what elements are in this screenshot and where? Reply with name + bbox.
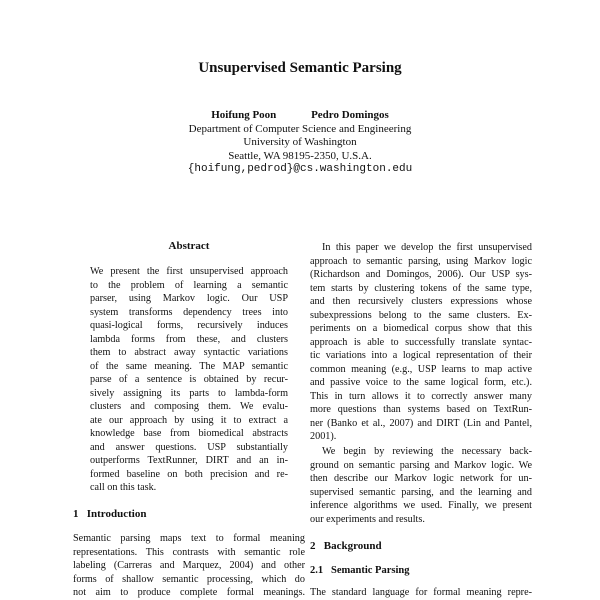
body-line: forms of shallow semantic processing, which do — [73, 573, 305, 585]
body-line: ground on semantic parsing and Markov logic. We — [310, 459, 532, 471]
abstract-line: to the problem of learning a semantic — [90, 279, 288, 291]
body-line: inference algorithms we used. Finally, we present — [310, 500, 532, 511]
intro-paragraph-2 — [310, 241, 532, 444]
body-line: tic variations into a logical representation of their — [310, 350, 532, 361]
body-line: In this paper we develop the first unsupervised — [322, 242, 532, 253]
body-line: (Richardson and Domingos, 2006). Our USP sys- — [310, 269, 532, 280]
abstract-line: clusters and composing them. We evalu- — [90, 401, 288, 412]
author-name: Hoifung Poon — [211, 109, 277, 121]
body-line: tem starts by clustering tokens of the same type, — [310, 282, 532, 294]
paper-title: Unsupervised Semantic Parsing — [198, 60, 402, 76]
body-line: more questions than systems based on TextRun- — [310, 404, 532, 415]
abstract-heading: Abstract — [168, 240, 210, 252]
semantic-parsing-text — [310, 586, 532, 600]
body-line: ner (Banko et al., 2007) and DIRT (Lin and Pantel, — [310, 417, 532, 429]
body-line: The standard language for formal meaning repre- — [310, 587, 532, 598]
subsection-heading-semantic-parsing: 2.1 Semantic Parsing — [310, 565, 410, 576]
abstract-line: outperforms TextRunner, DIRT and an in- — [90, 455, 288, 466]
abstract-line: lambda forms from these, and clusters — [90, 333, 288, 345]
abstract-line: parse of a sentence is obtained by recur- — [90, 374, 288, 385]
abstract-line: ate our approach by using it to extract a — [90, 414, 288, 426]
abstract-line: system transforms dependency trees into — [90, 306, 288, 318]
affiliation-line: University of Washington — [243, 136, 357, 148]
body-line: periments on a biomedical corpus show that this — [310, 323, 532, 334]
body-line: not aim to produce complete formal meanings. — [73, 587, 305, 598]
body-line: supervised semantic parsing, and the learning and — [310, 486, 532, 498]
body-line: We begin by reviewing the necessary back- — [322, 446, 532, 457]
body-line: common meaning (e.g., USP learns to map active — [310, 363, 532, 375]
body-line: 2001). — [310, 431, 337, 442]
body-line: our experiments and results. — [310, 513, 425, 525]
section-heading-background: 2 Background — [310, 540, 382, 552]
body-line: This in turn allows it to correctly answer many — [310, 390, 532, 402]
author-block — [0, 109, 600, 177]
body-line: labeling (Carreras and Marquez, 2004) and other — [73, 560, 305, 571]
body-line: then describe our Markov logic network for un- — [310, 473, 532, 484]
abstract-line: formed baseline on both precision and re- — [90, 468, 288, 480]
body-line: approach is able to successfully translate syntac- — [310, 336, 532, 348]
abstract-line: We present the first unsupervised approach — [90, 266, 288, 277]
abstract-line: them to abstract away syntactic variations — [90, 347, 288, 358]
abstract-line: call on this task. — [90, 482, 157, 493]
body-line: and passive voice to the same logical form, etc.). — [310, 377, 532, 388]
body-line: representations. This contrasts with semantic role — [73, 546, 305, 558]
author-email: {hoifung,pedrod}@cs.washington.edu — [187, 163, 413, 175]
body-line: approach to semantic parsing, using Markov logic — [310, 255, 532, 267]
abstract-text — [90, 265, 288, 495]
body-line: and then recursively clusters expressions whose — [310, 296, 532, 307]
introduction-text — [73, 532, 305, 600]
section-heading-introduction: 1 Introduction — [73, 508, 147, 520]
body-line: Semantic parsing maps text to formal meaning — [73, 533, 305, 544]
abstract-line: knowledge base from biomedical abstracts — [90, 428, 288, 439]
author-names — [0, 109, 600, 123]
affiliation-line: Seattle, WA 98195-2350, U.S.A. — [228, 149, 372, 162]
abstract-line: sively assigning its parts to lambda-form — [90, 387, 288, 399]
abstract-line: and answer questions. USP substantially — [90, 441, 288, 453]
abstract-line: of the same meaning. The MAP semantic — [90, 360, 288, 372]
body-line: subexpressions belong to the same clusters. Ex- — [310, 309, 532, 321]
affiliation-line: Department of Computer Science and Engineering — [188, 122, 412, 135]
author-name: Pedro Domingos — [311, 109, 389, 121]
abstract-line: parser, using Markov logic. Our USP — [90, 293, 288, 304]
abstract-line: quasi-logical forms, recursively induces — [90, 320, 288, 331]
intro-paragraph-3 — [310, 445, 532, 526]
